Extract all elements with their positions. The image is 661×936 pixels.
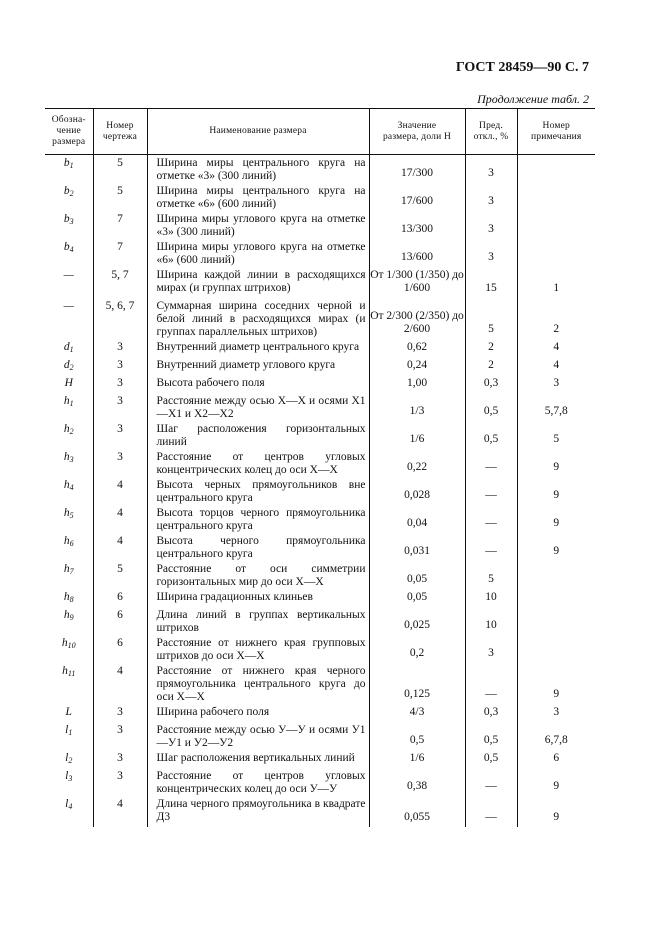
- dimension-symbol: $h_1$: [63, 395, 74, 408]
- dimension-symbol: $h_3$: [63, 451, 74, 464]
- dimension-name: Ширина градационных клиньев: [147, 589, 369, 607]
- dimension-name: Расстояние от оси симметрии горизонтальных мир до оси X—X: [147, 561, 369, 589]
- drawing-number: 3: [93, 357, 147, 375]
- table-row: [45, 635, 595, 663]
- dimension-name: Расстояние от нижнего края черного прямоугольника центрального круга до оси X—X: [147, 663, 369, 704]
- dimension-symbol: $b_4$: [63, 241, 74, 254]
- drawing-number: 3: [93, 768, 147, 796]
- table-row: [45, 533, 595, 561]
- deviation: 10: [465, 589, 517, 607]
- deviation: 5: [465, 298, 517, 339]
- dimension-symbol: H: [64, 377, 73, 389]
- dimension-symbol: $l_2$: [65, 752, 73, 765]
- dimension-symbol: $h_7$: [63, 563, 74, 576]
- table-row: [45, 339, 595, 357]
- deviation: 3: [465, 183, 517, 211]
- note-number: [517, 155, 595, 184]
- drawing-number: 4: [93, 505, 147, 533]
- note-number: 9: [517, 505, 595, 533]
- dimension-name: Высота черных прямоугольников вне центрального круга: [147, 477, 369, 505]
- note-number: 9: [517, 768, 595, 796]
- dimension-name: Внутренний диаметр центрального круга: [147, 339, 369, 357]
- note-number: 3: [517, 375, 595, 393]
- note-number: 3: [517, 704, 595, 722]
- note-number: 5,7,8: [517, 393, 595, 421]
- dimension-value: 0,031: [369, 533, 465, 561]
- table-header-row: [45, 109, 595, 155]
- deviation: 0,5: [465, 750, 517, 768]
- drawing-number: 3: [93, 449, 147, 477]
- note-number: [517, 183, 595, 211]
- note-number: 9: [517, 533, 595, 561]
- drawing-number: 4: [93, 663, 147, 704]
- note-number: 4: [517, 339, 595, 357]
- dimension-symbol: $h_9$: [63, 609, 74, 622]
- dimension-value: 0,025: [369, 607, 465, 635]
- drawing-number: 4: [93, 477, 147, 505]
- table-row: [45, 421, 595, 449]
- dimension-symbol: $l_3$: [65, 770, 73, 783]
- dimension-symbol: $h_8$: [63, 591, 74, 604]
- dimension-value: 1/6: [369, 750, 465, 768]
- note-number: 6,7,8: [517, 722, 595, 750]
- dimension-value: 17/300: [369, 155, 465, 184]
- drawing-number: 5: [93, 155, 147, 184]
- note-number: 1: [517, 267, 595, 298]
- deviation: —: [465, 477, 517, 505]
- column-header: Значение размера, доли Н: [369, 109, 465, 155]
- table-row: [45, 505, 595, 533]
- dimension-value: 1/6: [369, 421, 465, 449]
- table-row: [45, 750, 595, 768]
- dimension-value: 0,24: [369, 357, 465, 375]
- dimension-value: 17/600: [369, 183, 465, 211]
- dimension-symbol: —: [63, 269, 74, 281]
- table-row: [45, 449, 595, 477]
- dimension-name: Шаг расположения горизонтальных линий: [147, 421, 369, 449]
- table-row: [45, 298, 595, 339]
- dimension-value: 0,5: [369, 722, 465, 750]
- dimension-name: Ширина каждой линии в расходящихся мирах (и группах штрихов): [147, 267, 369, 298]
- deviation: —: [465, 505, 517, 533]
- dimension-value: 0,38: [369, 768, 465, 796]
- drawing-number: 5: [93, 183, 147, 211]
- deviation: 0,5: [465, 722, 517, 750]
- table-row: [45, 183, 595, 211]
- dimension-value: 0,05: [369, 561, 465, 589]
- dimension-symbol: $b_2$: [63, 185, 74, 198]
- dimensions-table: [45, 108, 595, 827]
- table-row: [45, 239, 595, 267]
- note-number: 6: [517, 750, 595, 768]
- table-row: [45, 704, 595, 722]
- dimension-name: Высота черного прямоугольника центрального круга: [147, 533, 369, 561]
- deviation: 3: [465, 155, 517, 184]
- dimension-value: 0,05: [369, 589, 465, 607]
- dimension-symbol: $h_4$: [63, 479, 74, 492]
- table-row: [45, 768, 595, 796]
- deviation: 5: [465, 561, 517, 589]
- drawing-number: 3: [93, 393, 147, 421]
- table-row: [45, 663, 595, 704]
- note-number: 2: [517, 298, 595, 339]
- note-number: [517, 211, 595, 239]
- table-row: [45, 796, 595, 827]
- drawing-number: 3: [93, 704, 147, 722]
- drawing-number: 3: [93, 750, 147, 768]
- dimension-name: Расстояние от нижнего края групповых штрихов до оси X—X: [147, 635, 369, 663]
- dimension-value: 1/3: [369, 393, 465, 421]
- note-number: [517, 635, 595, 663]
- column-header: Наименование размера: [147, 109, 369, 155]
- dimension-value: 13/600: [369, 239, 465, 267]
- dimension-symbol: L: [65, 706, 72, 718]
- table-row: [45, 375, 595, 393]
- deviation: 15: [465, 267, 517, 298]
- dimension-name: Ширина миры центрального круга на отметке «3» (300 линий): [147, 155, 369, 184]
- note-number: 9: [517, 663, 595, 704]
- table-continuation-label: Продолжение табл. 2: [477, 92, 589, 106]
- table-row: [45, 357, 595, 375]
- table-row: [45, 211, 595, 239]
- deviation: —: [465, 533, 517, 561]
- dimension-value: От 2/300 (2/350) до 2/600: [369, 298, 465, 339]
- dimension-name: Ширина рабочего поля: [147, 704, 369, 722]
- drawing-number: 4: [93, 796, 147, 827]
- note-number: 4: [517, 357, 595, 375]
- dimension-value: 0,028: [369, 477, 465, 505]
- column-header: Номер примечания: [517, 109, 595, 155]
- table-row: [45, 589, 595, 607]
- dimension-name: Суммарная ширина соседних черной и белой линий в расходящихся мирах (и группах параллельных штрихов): [147, 298, 369, 339]
- table-row: [45, 155, 595, 184]
- dimension-symbol: $h_{11}$: [62, 665, 76, 678]
- table-row: [45, 607, 595, 635]
- deviation: 3: [465, 635, 517, 663]
- dimension-value: 0,2: [369, 635, 465, 663]
- drawing-number: 5, 6, 7: [93, 298, 147, 339]
- dimension-name: Высота торцов черного прямоугольника центрального круга: [147, 505, 369, 533]
- dimension-name: Расстояние от центров угловых концентрических колец до оси У—У: [147, 768, 369, 796]
- dimension-name: Расстояние от центров угловых концентрических колец до оси X—X: [147, 449, 369, 477]
- dimension-value: От 1/300 (1/350) до 1/600: [369, 267, 465, 298]
- drawing-number: 4: [93, 533, 147, 561]
- note-number: 5: [517, 421, 595, 449]
- dimension-symbol: $l_1$: [65, 724, 73, 737]
- drawing-number: 7: [93, 239, 147, 267]
- dimension-value: 1,00: [369, 375, 465, 393]
- column-header: Пред. откл., %: [465, 109, 517, 155]
- dimension-symbol: $h_2$: [63, 423, 74, 436]
- deviation: 3: [465, 239, 517, 267]
- dimension-symbol: $d_2$: [63, 359, 74, 372]
- deviation: 0,3: [465, 704, 517, 722]
- dimension-symbol: $h_5$: [63, 507, 74, 520]
- drawing-number: 6: [93, 635, 147, 663]
- drawing-number: 7: [93, 211, 147, 239]
- deviation: 10: [465, 607, 517, 635]
- drawing-number: 6: [93, 607, 147, 635]
- dimension-symbol: —: [63, 300, 74, 312]
- drawing-number: 5: [93, 561, 147, 589]
- dimension-name: Ширина миры углового круга на отметке «6» (600 линий): [147, 239, 369, 267]
- dimension-value: 13/300: [369, 211, 465, 239]
- table-row: [45, 477, 595, 505]
- dimension-value: 4/3: [369, 704, 465, 722]
- note-number: [517, 239, 595, 267]
- dimension-value: 0,04: [369, 505, 465, 533]
- page-header-title: ГОСТ 28459—90 С. 7: [455, 60, 589, 75]
- note-number: 9: [517, 477, 595, 505]
- dimension-name: Шаг расположения вертикальных линий: [147, 750, 369, 768]
- deviation: —: [465, 768, 517, 796]
- table-row: [45, 267, 595, 298]
- drawing-number: 3: [93, 722, 147, 750]
- drawing-number: 3: [93, 421, 147, 449]
- dimension-name: Высота рабочего поля: [147, 375, 369, 393]
- deviation: —: [465, 663, 517, 704]
- note-number: [517, 589, 595, 607]
- dimension-value: 0,125: [369, 663, 465, 704]
- dimension-symbol: $h_{10}$: [61, 637, 76, 650]
- note-number: [517, 561, 595, 589]
- dimension-name: Внутренний диаметр углового круга: [147, 357, 369, 375]
- dimension-symbol: $b_3$: [63, 213, 74, 226]
- dimension-value: 0,62: [369, 339, 465, 357]
- dimension-symbol: $b_1$: [63, 157, 74, 170]
- deviation: —: [465, 796, 517, 827]
- dimension-symbol: $l_4$: [65, 798, 73, 811]
- dimension-name: Расстояние между осью У—У и осями У1—У1 и У2—У2: [147, 722, 369, 750]
- dimension-value: 0,22: [369, 449, 465, 477]
- dimension-name: Ширина миры углового круга на отметке «3» (300 линий): [147, 211, 369, 239]
- table-row: [45, 722, 595, 750]
- note-number: 9: [517, 449, 595, 477]
- note-number: [517, 607, 595, 635]
- table-row: [45, 393, 595, 421]
- deviation: 0,3: [465, 375, 517, 393]
- drawing-number: 3: [93, 339, 147, 357]
- deviation: 0,5: [465, 421, 517, 449]
- dimension-name: Длина линий в группах вертикальных штрихов: [147, 607, 369, 635]
- column-header: Номер чертежа: [93, 109, 147, 155]
- deviation: —: [465, 449, 517, 477]
- dimension-symbol: $d_1$: [63, 341, 74, 354]
- dimension-name: Длина черного прямоугольника в квадрате Д3: [147, 796, 369, 827]
- deviation: 0,5: [465, 393, 517, 421]
- deviation: 3: [465, 211, 517, 239]
- drawing-number: 6: [93, 589, 147, 607]
- column-header: Обозна- чение размера: [45, 109, 93, 155]
- dimension-value: 0,055: [369, 796, 465, 827]
- dimension-name: Расстояние между осью X—X и осями X1—X1 и X2—X2: [147, 393, 369, 421]
- table-row: [45, 561, 595, 589]
- dimension-symbol: $h_6$: [63, 535, 74, 548]
- dimension-name: Ширина миры центрального круга на отметке «6» (600 линий): [147, 183, 369, 211]
- deviation: 2: [465, 357, 517, 375]
- drawing-number: 5, 7: [93, 267, 147, 298]
- note-number: 9: [517, 796, 595, 827]
- drawing-number: 3: [93, 375, 147, 393]
- deviation: 2: [465, 339, 517, 357]
